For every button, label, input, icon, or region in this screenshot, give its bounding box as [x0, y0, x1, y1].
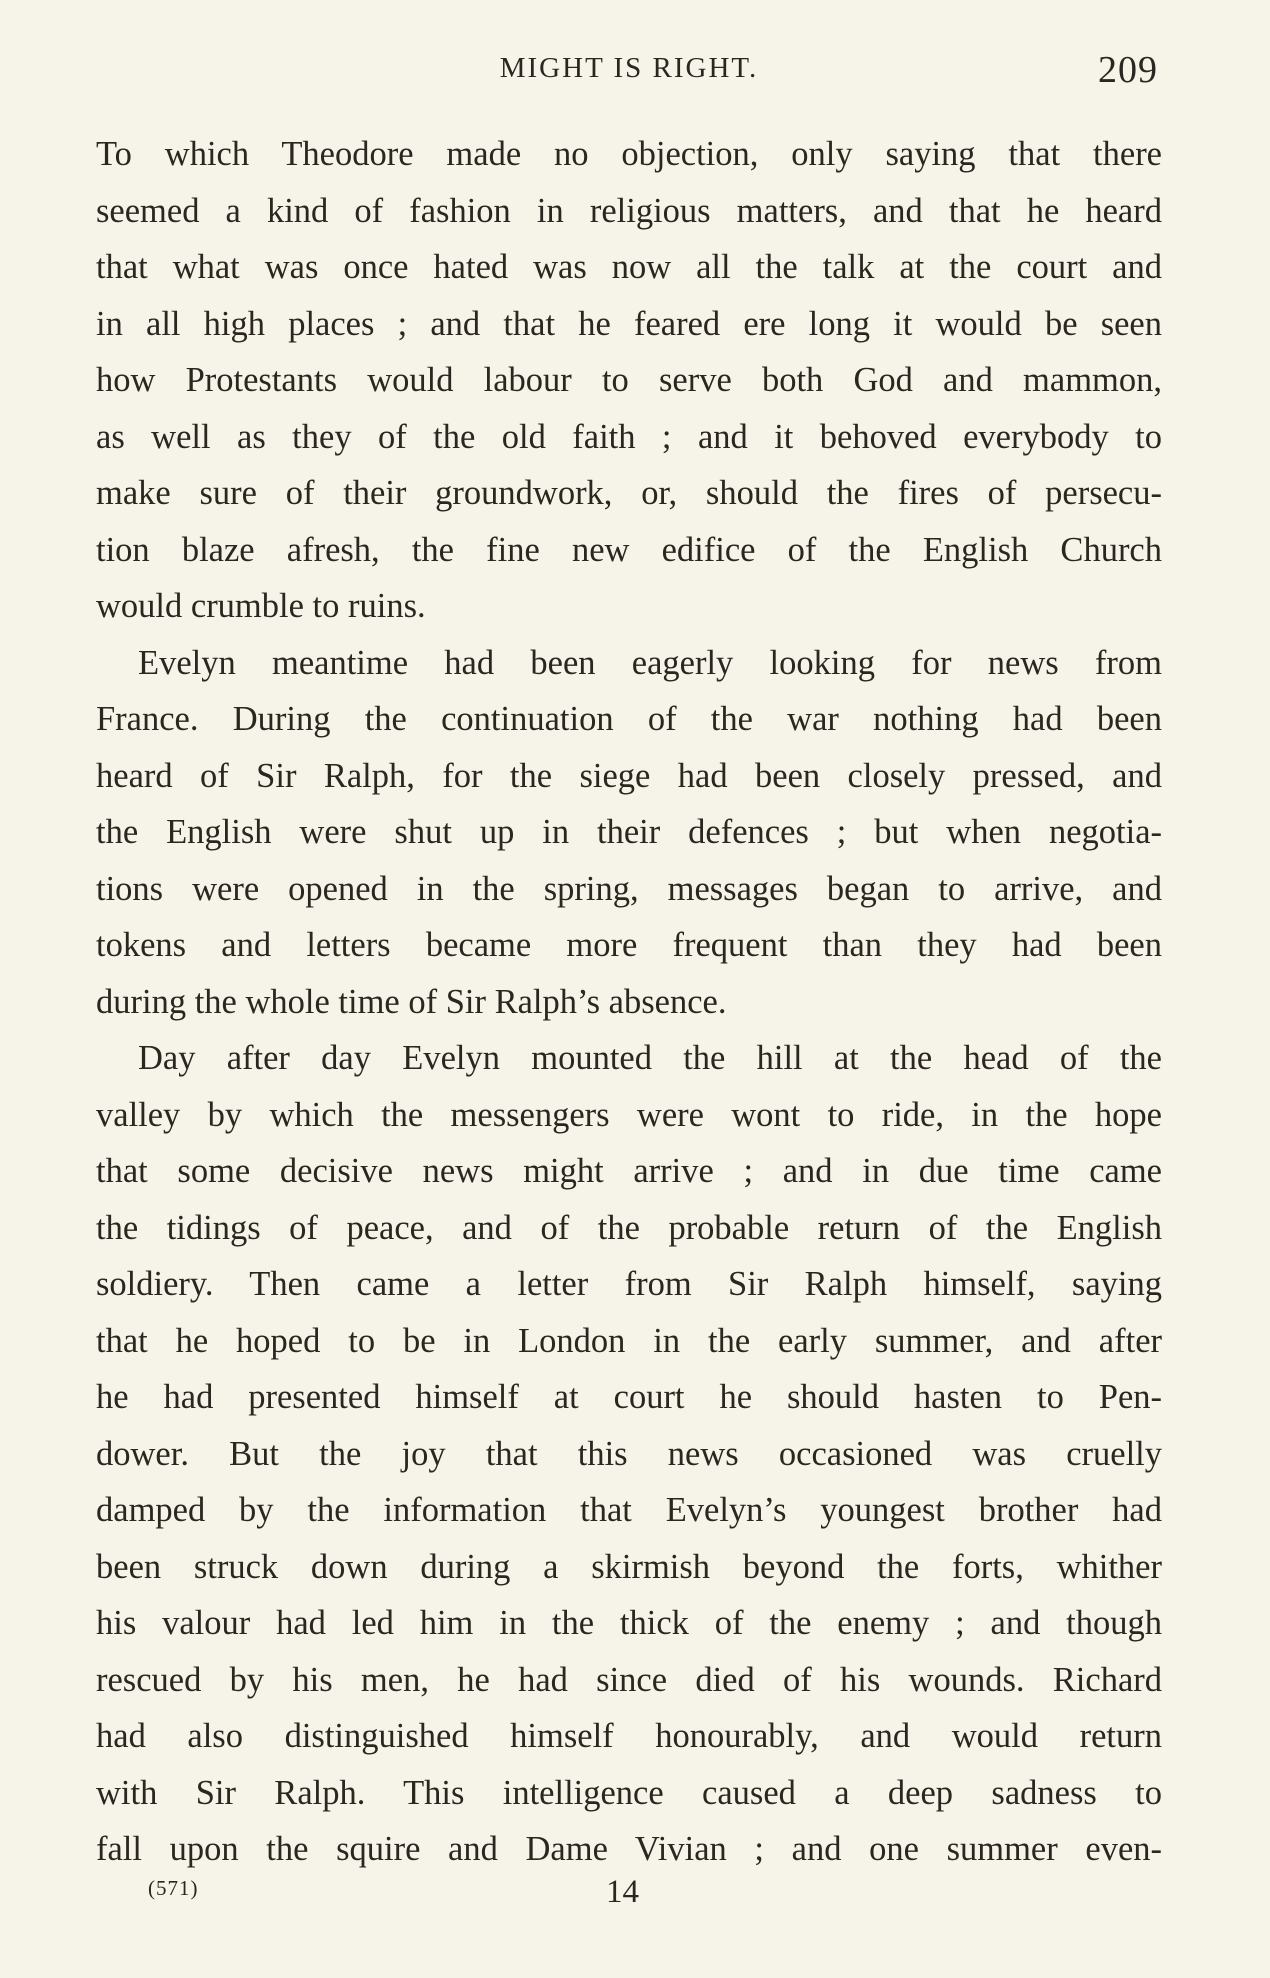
text-line: heard of Sir Ralph, for the siege had been closely pressed, and	[96, 756, 1162, 795]
running-head	[96, 48, 1162, 91]
text-line: To which Theodore made no objection, only saying that there	[96, 135, 1162, 173]
text-line: had also distinguished himself honourably, and would return	[96, 1717, 1162, 1755]
running-title: MIGHT IS RIGHT.	[499, 52, 759, 84]
text-line: soldiery. Then came a letter from Sir Ralph himself, saying	[96, 1265, 1162, 1303]
text-line: France. During the continuation of the war nothing had been	[96, 700, 1162, 738]
text-line: tions were opened in the spring, messages began to arrive, and	[96, 869, 1162, 908]
text-line: been struck down during a skirmish beyond the forts, whither	[96, 1547, 1162, 1586]
text-line: the tidings of peace, and of the probable return of the English	[96, 1208, 1162, 1247]
text-line: valley by which the messengers were wont to ride, in the hope	[96, 1095, 1162, 1134]
page-number: 209	[1098, 49, 1158, 91]
signature-number: 14	[606, 1874, 639, 1910]
page-footer	[96, 1874, 1162, 1924]
text-line: damped by the information that Evelyn’s youngest brother had	[96, 1491, 1162, 1529]
text-line: would crumble to ruins.	[96, 587, 426, 625]
text-line: the English were shut up in their defences ; but when negotia-	[96, 813, 1162, 851]
text-line: tion blaze afresh, the fine new edifice of the English Church	[96, 530, 1162, 569]
text-line: that he hoped to be in London in the early summer, and after	[96, 1321, 1162, 1360]
text-line: that some decisive news might arrive ; and in due time came	[96, 1152, 1162, 1190]
text-line: Day after day Evelyn mounted the hill at the head of the	[138, 1039, 1162, 1077]
text-line: seemed a kind of fashion in religious matters, and that he heard	[96, 191, 1162, 230]
text-line: his valour had led him in the thick of the enemy ; and though	[96, 1604, 1162, 1642]
text-line: make sure of their groundwork, or, should the fires of persecu-	[96, 474, 1162, 512]
text-line: during the whole time of Sir Ralph’s absence.	[96, 982, 727, 1021]
signature-mark: (571)	[148, 1876, 199, 1900]
text-line: as well as they of the old faith ; and it behoved everybody to	[96, 417, 1162, 456]
body-text	[96, 126, 1162, 1878]
text-line: with Sir Ralph. This intelligence caused a deep sadness to	[96, 1773, 1162, 1812]
text-line: he had presented himself at court he should hasten to Pen-	[96, 1378, 1162, 1416]
text-line: that what was once hated was now all the talk at the court and	[96, 248, 1162, 286]
text-line: tokens and letters became more frequent than they had been	[96, 926, 1162, 964]
text-line: dower. But the joy that this news occasioned was cruelly	[96, 1434, 1162, 1473]
text-line: rescued by his men, he had since died of his wounds. Richard	[96, 1660, 1162, 1699]
text-line: in all high places ; and that he feared ere long it would be seen	[96, 304, 1162, 343]
text-line: Evelyn meantime had been eagerly looking for news from	[138, 643, 1162, 682]
text-line: fall upon the squire and Dame Vivian ; and one summer even-	[96, 1830, 1162, 1868]
text-line: how Protestants would labour to serve both God and mammon,	[96, 361, 1162, 399]
